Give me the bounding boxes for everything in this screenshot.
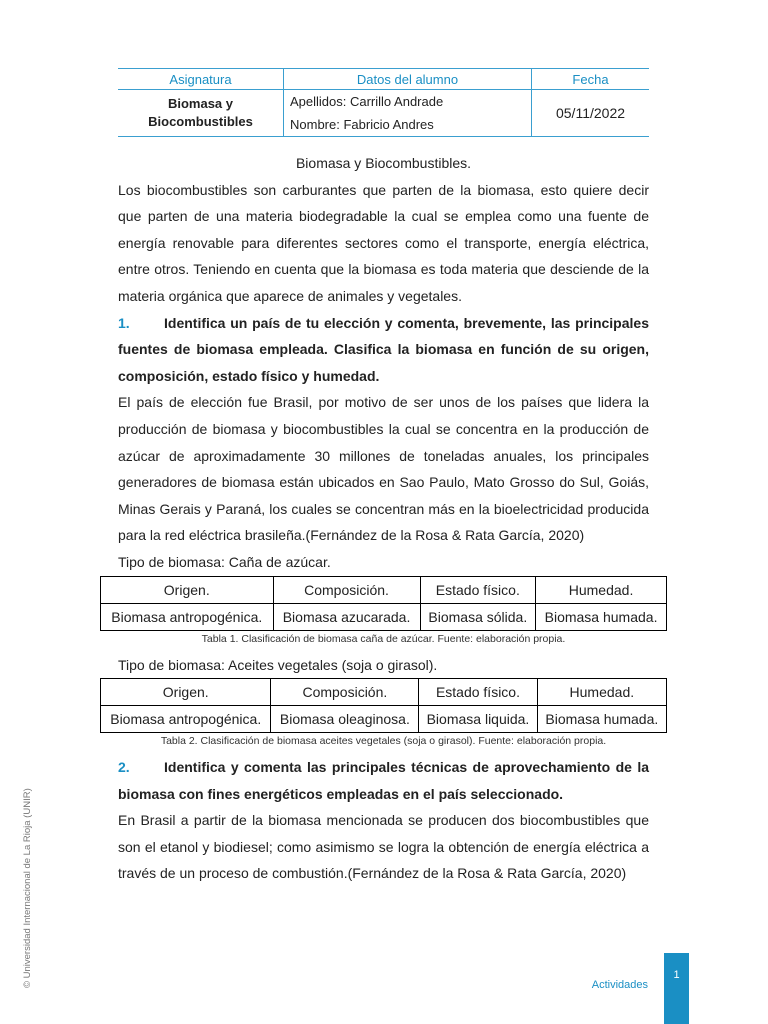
table1-caption: Tabla 1. Clasificación de biomasa caña de azúcar. Fuente: elaboración propia.: [201, 632, 566, 645]
subject-value: Biomasa y Biocombustibles: [118, 90, 284, 137]
table2-header-state: Estado físico.: [419, 679, 537, 706]
table2-cell-origin: Biomasa antropogénica.: [101, 706, 271, 733]
answer-2: En Brasil a partir de la biomasa mencionada se producen dos biocombustibles que son el etanol y biodiesel; como asimismo se logra la obtención de energía eléctrica a través de un proceso de combustión.(Fernández de la Rosa & Rata García, 2020): [118, 812, 649, 882]
page-number-tab: [664, 953, 689, 1024]
table1-cell-origin: Biomasa antropogénica.: [101, 603, 274, 630]
document-body: [110, 150, 659, 887]
table2-cell-state: Biomasa liquida.: [419, 706, 537, 733]
student-name: Nombre: Fabricio Andres: [290, 117, 434, 132]
table2-header-composition: Composición.: [271, 679, 419, 706]
footer-section-label: Actividades: [591, 979, 648, 991]
question-1-text: Identifica un país de tu elección y comenta, brevemente, las principales fuentes de biomasa empleada. Clasifica la biomasa en función de su origen, composición, estado físico y humedad.: [118, 314, 649, 384]
table2-cell-humidity: Biomasa humada.: [537, 706, 666, 733]
question-1: [118, 310, 649, 390]
question-1-number: 1.: [118, 314, 130, 331]
answer-1: El país de elección fue Brasil, por motivo de ser unos de los países que lidera la producción de biomasa y biocombustibles la cual se concentra en la producción de azúcar de aproximadamente 30 millones de toneladas anuales, los principales generadores de biomasa están ubicados en Sao Paulo, Mato Grosso do Sul, Goiás, Minas Gerais y Paraná, los cuales se concentran más en la bioelectricidad producida para la red eléctrica brasileña.(Fernández de la Rosa & Rata García, 2020): [118, 394, 649, 544]
header-table: [118, 68, 649, 137]
student-info: [284, 90, 532, 137]
table2-caption: Tabla 2. Clasificación de biomasa aceites vegetales (soja o girasol). Fuente: elaboración propia.: [160, 735, 607, 748]
table1-cell-state: Biomasa sólida.: [420, 603, 536, 630]
document-title: Biomasa y Biocombustibles.: [295, 155, 472, 171]
page-number: 1: [673, 969, 680, 981]
table1-header-humidity: Humedad.: [536, 576, 667, 603]
table1-cell-humidity: Biomasa humada.: [536, 603, 667, 630]
question-2-number: 2.: [118, 759, 130, 776]
header-col-date: Fecha: [532, 69, 650, 90]
intro-paragraph: Los biocombustibles son carburantes que parten de la biomasa, esto quiere decir que parten de una materia biodegradable la cual se emplea como una fuente de energía renovable para diferentes sectores como el transporte, energía eléctrica, entre otros. Teniendo en cuenta que la biomasa es toda materia que desciende de la materia orgánica que aparece de animales y vegetales.: [118, 181, 649, 304]
table1-label: Tipo de biomasa: Caña de azúcar.: [118, 553, 331, 570]
header-col-subject: Asignatura: [118, 69, 284, 90]
table2-label: Tipo de biomasa: Aceites vegetales (soja o girasol).: [118, 656, 438, 673]
table1-header-state: Estado físico.: [420, 576, 536, 603]
table2-header-origin: Origen.: [101, 679, 271, 706]
table2-cell-composition: Biomasa oleaginosa.: [271, 706, 419, 733]
table-2: [100, 678, 667, 733]
table2-header-humidity: Humedad.: [537, 679, 666, 706]
table1-header-composition: Composición.: [273, 576, 420, 603]
date-value: 05/11/2022: [532, 90, 650, 137]
table1-cell-composition: Biomasa azucarada.: [273, 603, 420, 630]
table1-header-origin: Origen.: [101, 576, 274, 603]
table-1: [100, 576, 667, 631]
student-surname: Apellidos: Carrillo Andrade: [290, 94, 444, 109]
question-2-text: Identifica y comenta las principales técnicas de aprovechamiento de la biomasa con fines energéticos empleadas en el país seleccionado.: [118, 759, 649, 802]
question-2: [118, 754, 649, 807]
copyright-notice: © Universidad Internacional de La Rioja (UNIR): [22, 788, 33, 988]
header-col-student: Datos del alumno: [284, 69, 532, 90]
